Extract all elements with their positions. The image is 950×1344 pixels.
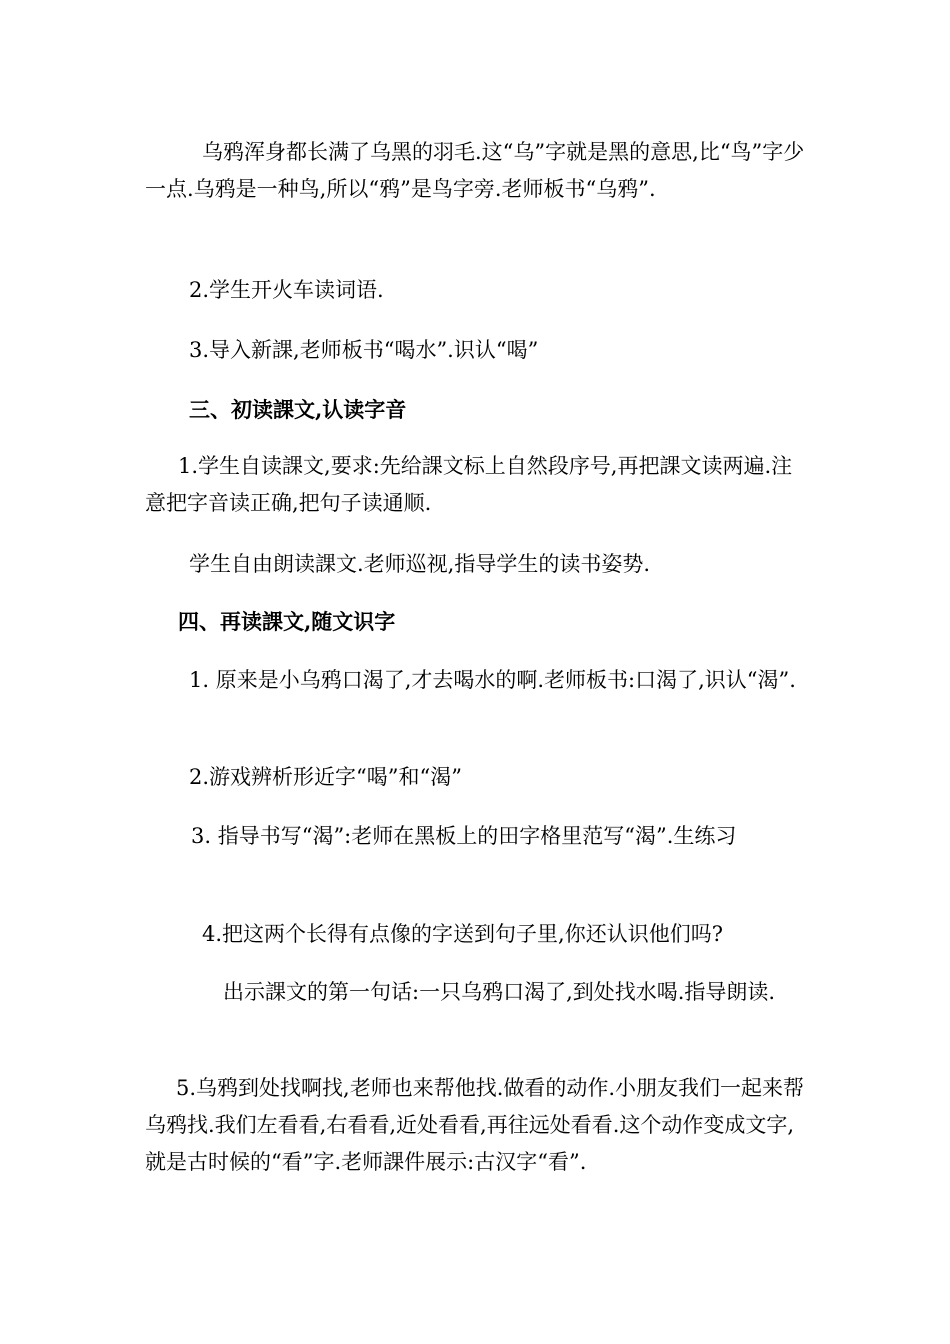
section-heading-3: 三、初读課文,认读字音 <box>189 397 407 422</box>
paragraph-crow-intro: 乌鸦浑身都长满了乌黑的羽毛.这“乌”字就是黑的意思,比“鸟”字少一点.乌鸦是一种鸟,所以“鸦”是鸟字旁.老师板书“乌鸦”. <box>145 140 805 201</box>
paragraph-thirsty: 1. 原来是小乌鸦口渴了,才去喝水的啊.老师板书:口渴了,识认“渴”. <box>189 668 796 692</box>
paragraph-read-text: 1.学生自读課文,要求:先给課文标上自然段序号,再把課文读两遍.注意把字音读正确,把句子读通顺. <box>145 454 793 515</box>
paragraph-first-sentence: 出示課文的第一句话:一只乌鸦口渴了,到处找水喝.指导朗读. <box>223 980 776 1004</box>
paragraph-step-3: 3.导入新課,老师板书“喝水”.识认“喝” <box>189 338 539 362</box>
section-heading-4: 四、再读課文,随文识字 <box>178 609 396 634</box>
paragraph-step-2: 2.学生开火车读词语. <box>189 278 384 302</box>
paragraph-game: 2.游戏辨析形近字“喝”和“渴” <box>189 765 462 789</box>
paragraph-search: 5.乌鸦到处找啊找,老师也来帮他找.做看的动作.小朋友我们一起来帮乌鸦找.我们左看看,右看看,近处看看,再往远处看看.这个动作变成文字,就是古时候的“看”字.老师課件展示:古汉字“看”. <box>145 1076 805 1174</box>
paragraph-free-reading: 学生自由朗读課文.老师巡视,指导学生的读书姿势. <box>189 552 651 576</box>
paragraph-sentence: 4.把这两个长得有点像的字送到句子里,你还认识他们吗? <box>202 922 723 946</box>
paragraph-writing: 3. 指导书写“渴”:老师在黑板上的田字格里范写“渴”.生练习 <box>191 824 737 848</box>
